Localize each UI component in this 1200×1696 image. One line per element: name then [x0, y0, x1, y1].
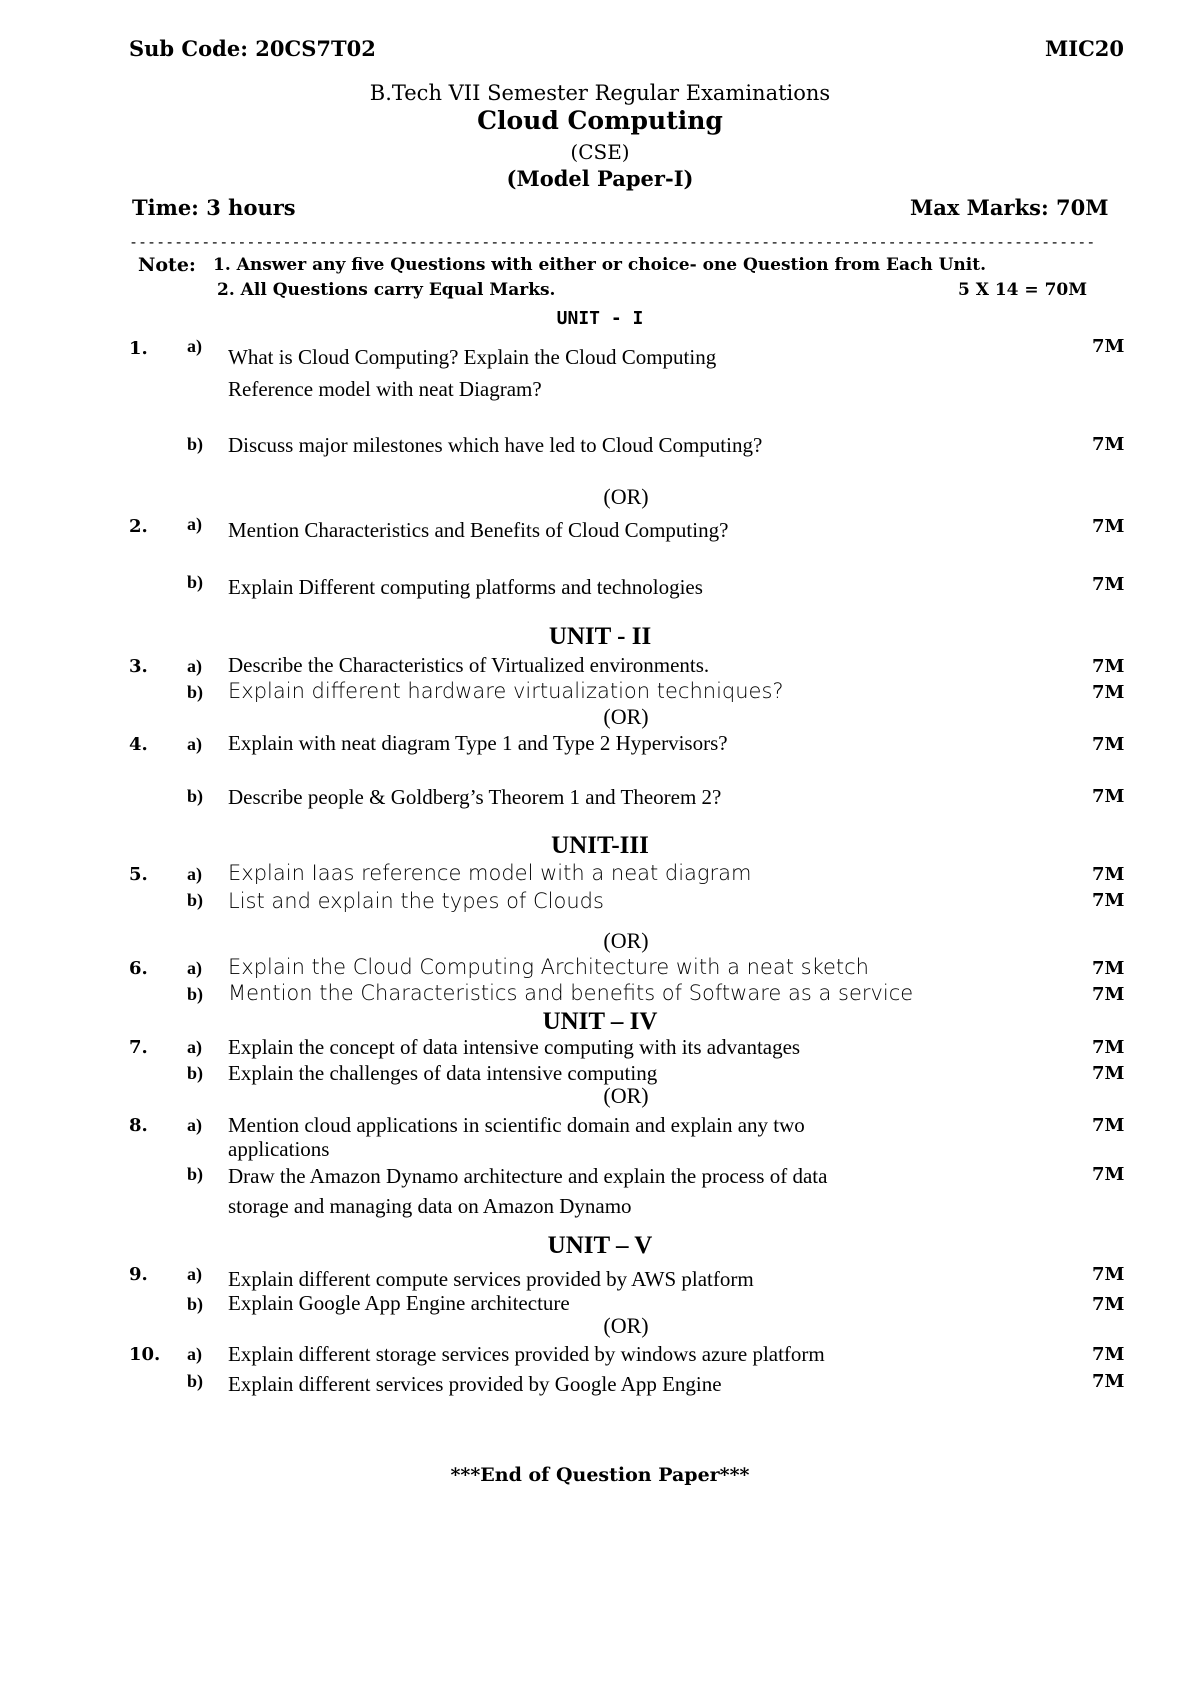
marks: 7M — [1092, 786, 1125, 807]
marks: 7M — [1092, 864, 1125, 885]
question-number: 9. — [129, 1264, 148, 1285]
sub-label: b) — [187, 1164, 204, 1184]
sub-label: b) — [187, 682, 204, 702]
question-text: storage and managing data on Amazon Dynamo — [228, 1194, 632, 1218]
marks: 7M — [1092, 1264, 1125, 1285]
marks: 7M — [1092, 1294, 1125, 1315]
question-text: Explain Iaas reference model with a neat diagram — [228, 861, 752, 885]
sub-label: a) — [187, 1115, 202, 1135]
or-separator: (OR) — [603, 704, 649, 729]
sub-label: a) — [187, 1037, 202, 1057]
marks-formula: 5 X 14 = 70M — [958, 280, 1088, 300]
question-text: Discuss major milestones which have led to Cloud Computing? — [228, 433, 763, 457]
marks: 7M — [1092, 890, 1125, 911]
paper-code: MIC20 — [1045, 36, 1125, 61]
sub-label: a) — [187, 1344, 202, 1364]
sub-label: b) — [187, 1063, 204, 1083]
sub-code: Sub Code: 20CS7T02 — [129, 36, 376, 61]
exam-title: B.Tech VII Semester Regular Examinations — [369, 81, 831, 105]
sub-label: b) — [187, 890, 204, 910]
unit-heading: UNIT – IV — [542, 1008, 658, 1035]
end-of-paper: ***End of Question Paper*** — [450, 1464, 750, 1486]
question-text: Explain different compute services provided by AWS platform — [228, 1267, 754, 1291]
question-number: 7. — [129, 1037, 148, 1058]
sub-label: a) — [187, 656, 202, 676]
time: Time: 3 hours — [132, 195, 296, 220]
question-text: applications — [228, 1137, 330, 1161]
question-text: What is Cloud Computing? Explain the Cloud Computing — [228, 345, 717, 369]
or-separator: (OR) — [603, 484, 649, 509]
marks: 7M — [1092, 516, 1125, 537]
question-number: 3. — [129, 656, 148, 677]
question-text: Draw the Amazon Dynamo architecture and explain the process of data — [228, 1164, 828, 1188]
marks: 7M — [1092, 682, 1125, 703]
question-text: Explain the concept of data intensive computing with its advantages — [228, 1035, 801, 1059]
marks: 7M — [1092, 1115, 1125, 1136]
question-number: 5. — [129, 864, 148, 885]
note-line-2: 2. All Questions carry Equal Marks. — [217, 280, 556, 300]
marks: 7M — [1092, 984, 1125, 1005]
sub-label: b) — [187, 1371, 204, 1391]
question-text: Mention Characteristics and Benefits of Cloud Computing? — [228, 518, 729, 542]
question-text: Explain with neat diagram Type 1 and Type 2 Hypervisors? — [228, 731, 728, 755]
question-text: Mention cloud applications in scientific domain and explain any two — [228, 1113, 805, 1137]
note-label: Note: — [138, 254, 196, 276]
sub-label: b) — [187, 1294, 204, 1314]
sub-label: b) — [187, 984, 204, 1004]
marks: 7M — [1092, 434, 1125, 455]
sub-label: b) — [187, 572, 204, 592]
sub-label: a) — [187, 336, 202, 356]
marks: 7M — [1092, 734, 1125, 755]
sub-label: a) — [187, 958, 202, 978]
question-number: 4. — [129, 734, 148, 755]
marks: 7M — [1092, 1344, 1125, 1365]
sub-label: a) — [187, 864, 202, 884]
marks: 7M — [1092, 574, 1125, 595]
or-separator: (OR) — [603, 1313, 649, 1338]
marks: 7M — [1092, 1063, 1125, 1084]
or-separator: (OR) — [603, 928, 649, 953]
question-number: 2. — [129, 516, 148, 537]
marks: 7M — [1092, 1371, 1125, 1392]
question-text: Explain different hardware virtualization techniques? — [228, 679, 784, 703]
question-number: 10. — [129, 1344, 161, 1365]
or-separator: (OR) — [603, 1083, 649, 1108]
unit-heading: UNIT-III — [551, 832, 649, 859]
question-text: Reference model with neat Diagram? — [228, 377, 542, 401]
question-number: 1. — [129, 338, 148, 359]
note-line-1: 1. Answer any five Questions with either or choice- one Question from Each Unit. — [213, 255, 987, 275]
unit-heading: UNIT - I — [556, 308, 644, 329]
max-marks: Max Marks: 70M — [910, 195, 1109, 220]
question-text: Describe people & Goldberg’s Theorem 1 and Theorem 2? — [228, 785, 722, 809]
marks: 7M — [1092, 1037, 1125, 1058]
question-number: 6. — [129, 958, 148, 979]
marks: 7M — [1092, 1164, 1125, 1185]
sub-label: a) — [187, 1264, 202, 1284]
marks: 7M — [1092, 336, 1125, 357]
question-text: Explain different storage services provided by windows azure platform — [228, 1342, 825, 1366]
question-text: Explain Different computing platforms and technologies — [228, 575, 703, 599]
marks: 7M — [1092, 656, 1125, 677]
branch: (CSE) — [570, 140, 630, 164]
sub-label: b) — [187, 434, 204, 454]
question-text: Explain different services provided by Google App Engine — [228, 1372, 722, 1396]
question-text: List and explain the types of Clouds — [228, 889, 604, 913]
question-number: 8. — [129, 1115, 148, 1136]
unit-heading: UNIT – V — [547, 1232, 653, 1259]
question-text: Explain the Cloud Computing Architecture with a neat sketch — [228, 955, 869, 979]
unit-heading: UNIT - II — [548, 623, 652, 650]
divider: ----------------------------------------------------------------------------------------------------------- — [129, 233, 1096, 251]
sub-label: b) — [187, 786, 204, 806]
question-text: Explain Google App Engine architecture — [228, 1291, 570, 1315]
subject-title: Cloud Computing — [477, 106, 723, 135]
sub-label: a) — [187, 734, 202, 754]
question-text: Describe the Characteristics of Virtualized environments. — [228, 653, 710, 677]
marks: 7M — [1092, 958, 1125, 979]
sub-label: a) — [187, 514, 202, 534]
model-paper: (Model Paper-I) — [506, 166, 694, 191]
question-text: Mention the Characteristics and benefits of Software as a service — [228, 981, 914, 1005]
question-text: Explain the challenges of data intensive computing — [228, 1061, 658, 1085]
